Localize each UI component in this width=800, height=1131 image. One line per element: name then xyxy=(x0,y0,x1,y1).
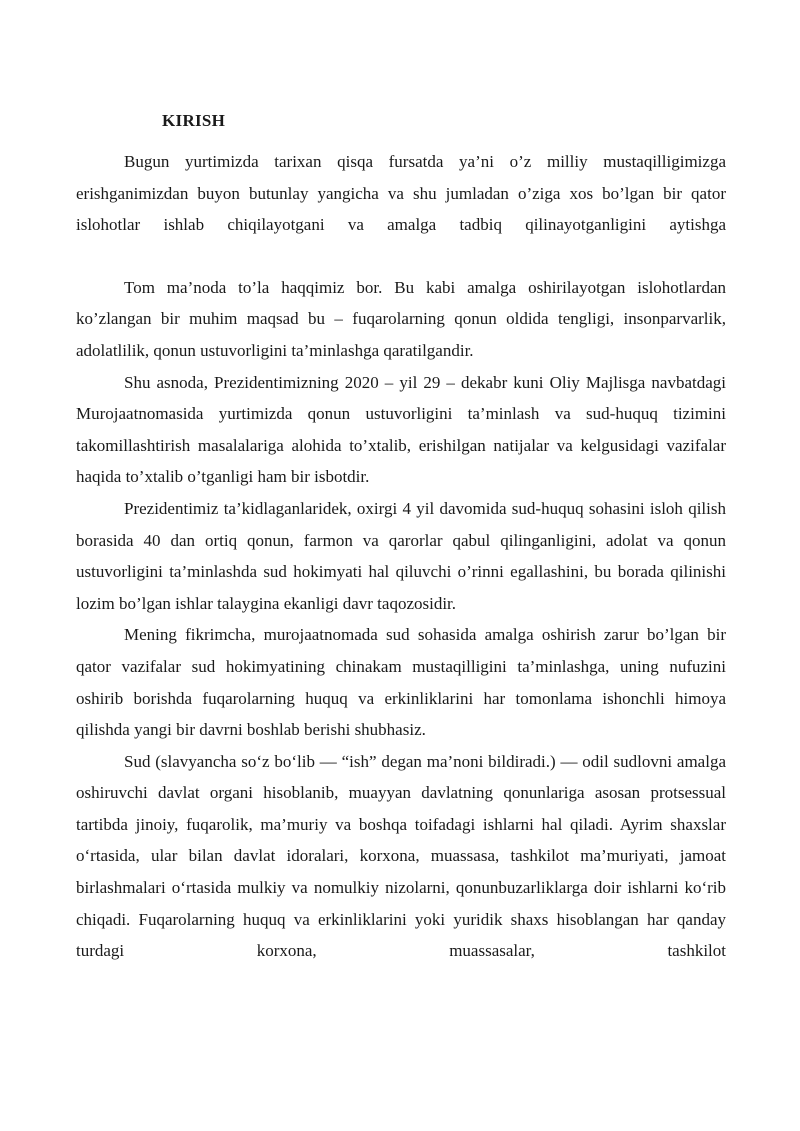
paragraph-3: Shu asnoda, Prezidentimizning 2020 – yil 29 – dekabr kuni Oliy Majlisga navbatdagi Murojaatnomasida yurtimizda qonun ustuvorligini ta’minlash va sud-huquq tizimini takomillashtirish masalalariga alohida to’xtalib, erishilgan natijalar va kelgusidagi vazifalar haqida to’xtalib o’tganligi ham bir isbotdir. xyxy=(76,372,726,487)
paragraph-1: Bugun yurtimizda tarixan qisqa fursatda ya’ni o’z milliy mustaqilligimizga erishganimizdan buyon butunlay yangicha va shu jumladan o’ziga xos bo’lgan bir qator islohotlar ishlab chiqilayotgani va amalga tadbiq qilinayotganligini aytishga xyxy=(76,152,726,235)
paragraph-5: Mening fikrimcha, murojaatnomada sud sohasida amalga oshirish zarur bo’lgan bir qator vazifalar sud hokimyatining chinakam mustaqilligini ta’minlashga, uning nufuzini oshirib borishda fuqarolarning huquq va erkinliklarini har tomonlama ishonchli himoya qilishda yangi bir davrni boshlab berishi shubhasiz. xyxy=(76,625,726,740)
document-body xyxy=(76,146,726,967)
paragraph-2: Tom ma’noda to’la haqqimiz bor. Bu kabi amalga oshirilayotgan islohotlardan ko’zlangan bir muhim maqsad bu – fuqarolarning qonun oldida tengligi, insonparvarlik, adolatlilik, qonun ustuvorligini ta’minlashga qaratilgandir. xyxy=(76,277,726,360)
section-heading: KIRISH xyxy=(162,111,226,130)
paragraph-6: Sud (slavyancha so‘z bo‘lib — “ish” degan ma’noni bildiradi.) — odil sudlovni amalga oshiruvchi davlat organi hisoblanib, muayyan davlatning qonunlariga asosan protsessual tartibda jinoiy, fuqarolik, ma’muriy va boshqa toifadagi ishlarni hal qiladi. Ayrim shaxslar o‘rtasida, ular bilan davlat idoralari, korxona, muassasa, tashkilot ma’muriyati, jamoat birlashmalari o‘rtasida mulkiy va nomulkiy nizolarni, qonunbuzarliklarga doir ishlarni ko‘rib chiqadi. Fuqarolarning huquq va erkinliklarini yoki yuridik shaxs hisoblangan har qanday turdagi korxona, muassasalar, tashkilot xyxy=(76,751,726,961)
paragraph-4: Prezidentimiz ta’kidlaganlaridek, oxirgi 4 yil davomida sud-huquq sohasini isloh qilish borasida 40 dan ortiq qonun, farmon va qarorlar qabul qilinganligini, adolat va qonun ustuvorligini ta’minlashda sud hokimyati hal qiluvchi o’rinni egallashini, bu borada qilinishi lozim bo’lgan ishlar talaygina ekanligi davr taqozosidir. xyxy=(76,498,726,613)
